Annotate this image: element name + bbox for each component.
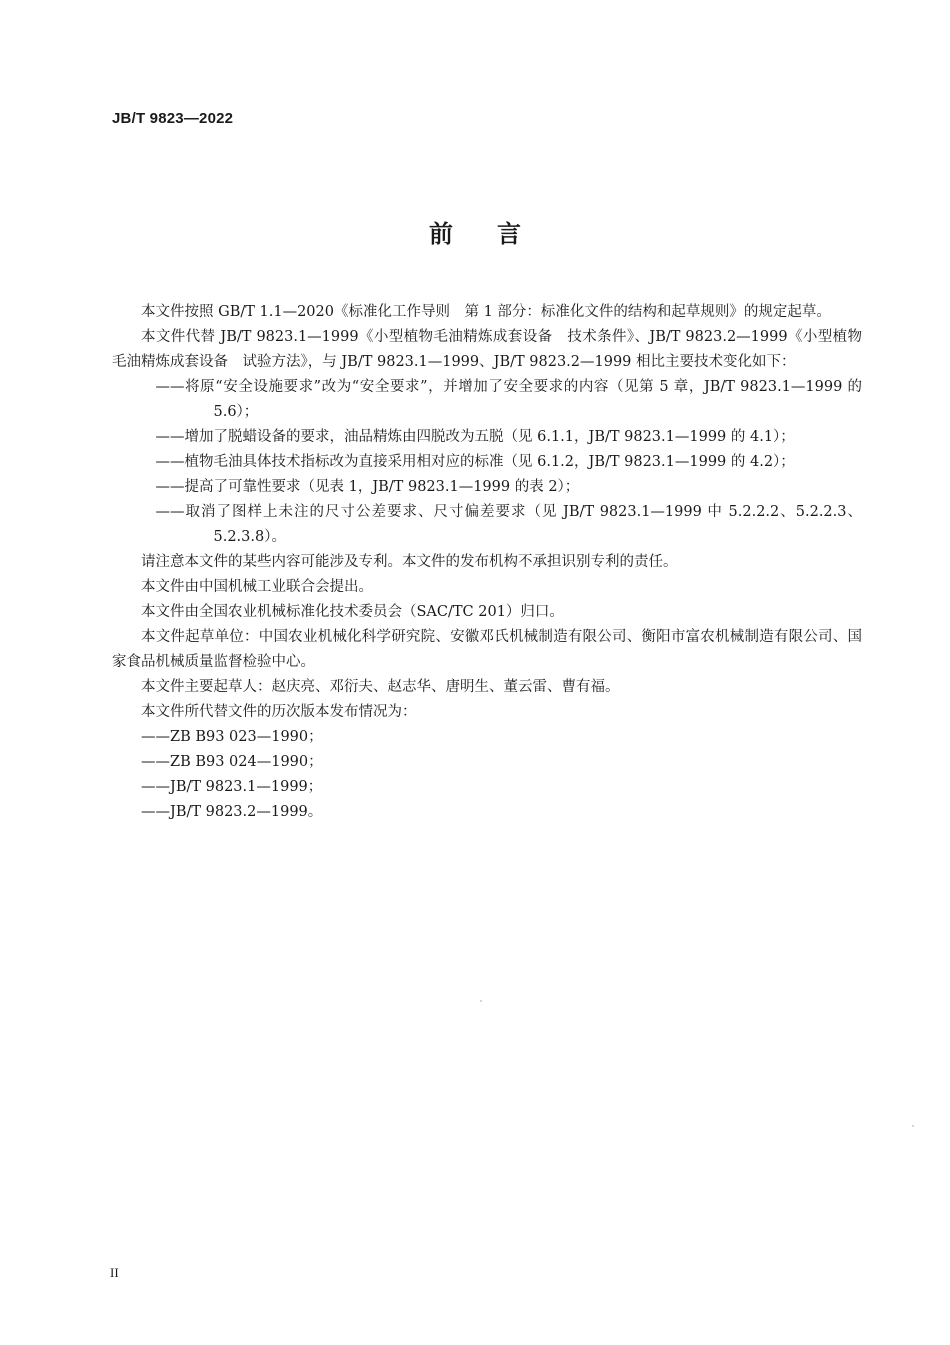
paragraph-patent-notice: 请注意本文件的某些内容可能涉及专利。本文件的发布机构不承担识别专利的责任。: [141, 554, 678, 570]
paragraph-drafting-rules: 本文件按照 GB/T 1.1—2020《标准化工作导则 第 1 部分：标准化文件的结构和起草规则》的规定起草。: [141, 304, 831, 320]
history-item: ——JB/T 9823.1—1999；: [141, 779, 323, 795]
paragraph-history-intro: 本文件所代替文件的历次版本发布情况为：: [141, 704, 417, 720]
scan-speck: [480, 1000, 482, 1002]
history-item: ——ZB B93 024—1990；: [141, 754, 323, 770]
paragraph-drafting-units: 本文件起草单位：中国农业机械化科学研究院、安徽邓氏机械制造有限公司、衡阳市富农机械制造有限公司、国家食品机械质量监督检验中心。: [112, 629, 862, 670]
change-item-safety: ——将原“安全设施要求”改为“安全要求”，并增加了安全要求的内容（见第 5 章，JB/T 9823.1—1999 的 5.6）；: [155, 379, 862, 420]
scan-speck: [912, 1125, 914, 1127]
paragraph-proposer: 本文件由中国机械工业联合会提出。: [141, 579, 373, 595]
page-title: 前言: [429, 220, 565, 248]
document-number: JB/T 9823—2022: [112, 110, 234, 127]
paragraph-committee: 本文件由全国农业机械标准化技术委员会（SAC/TC 201）归口。: [141, 604, 564, 620]
paragraph-drafters: 本文件主要起草人：赵庆亮、邓衍夫、赵志华、唐明生、董云雷、曹有福。: [141, 679, 620, 695]
foreword-body: [112, 300, 862, 825]
change-item-reliability: ——提高了可靠性要求（见表 1，JB/T 9823.1—1999 的表 2）；: [155, 479, 580, 495]
change-item-tolerances: ——取消了图样上未注的尺寸公差要求、尺寸偏差要求（见 JB/T 9823.1—1999 中 5.2.2.2、5.2.2.3、5.2.3.8）。: [155, 504, 862, 545]
paragraph-replacement: 本文件代替 JB/T 9823.1—1999《小型植物毛油精炼成套设备 技术条件》、JB/T 9823.2—1999《小型植物毛油精炼成套设备 试验方法》，与 JB/T 9823.1—1999、JB/T 9823.2—1999 相比主要技术变化如下：: [112, 329, 862, 370]
history-item: ——JB/T 9823.2—1999。: [141, 804, 323, 820]
page-number: II: [110, 1265, 119, 1280]
change-item-dewaxing: ——增加了脱蜡设备的要求，油品精炼由四脱改为五脱（见 6.1.1，JB/T 9823.1—1999 的 4.1）；: [155, 429, 795, 445]
history-item: ——ZB B93 023—1990；: [141, 729, 323, 745]
change-item-oil-indicators: ——植物毛油具体技术指标改为直接采用相对应的标准（见 6.1.2，JB/T 9823.1—1999 的 4.2）；: [155, 454, 795, 470]
